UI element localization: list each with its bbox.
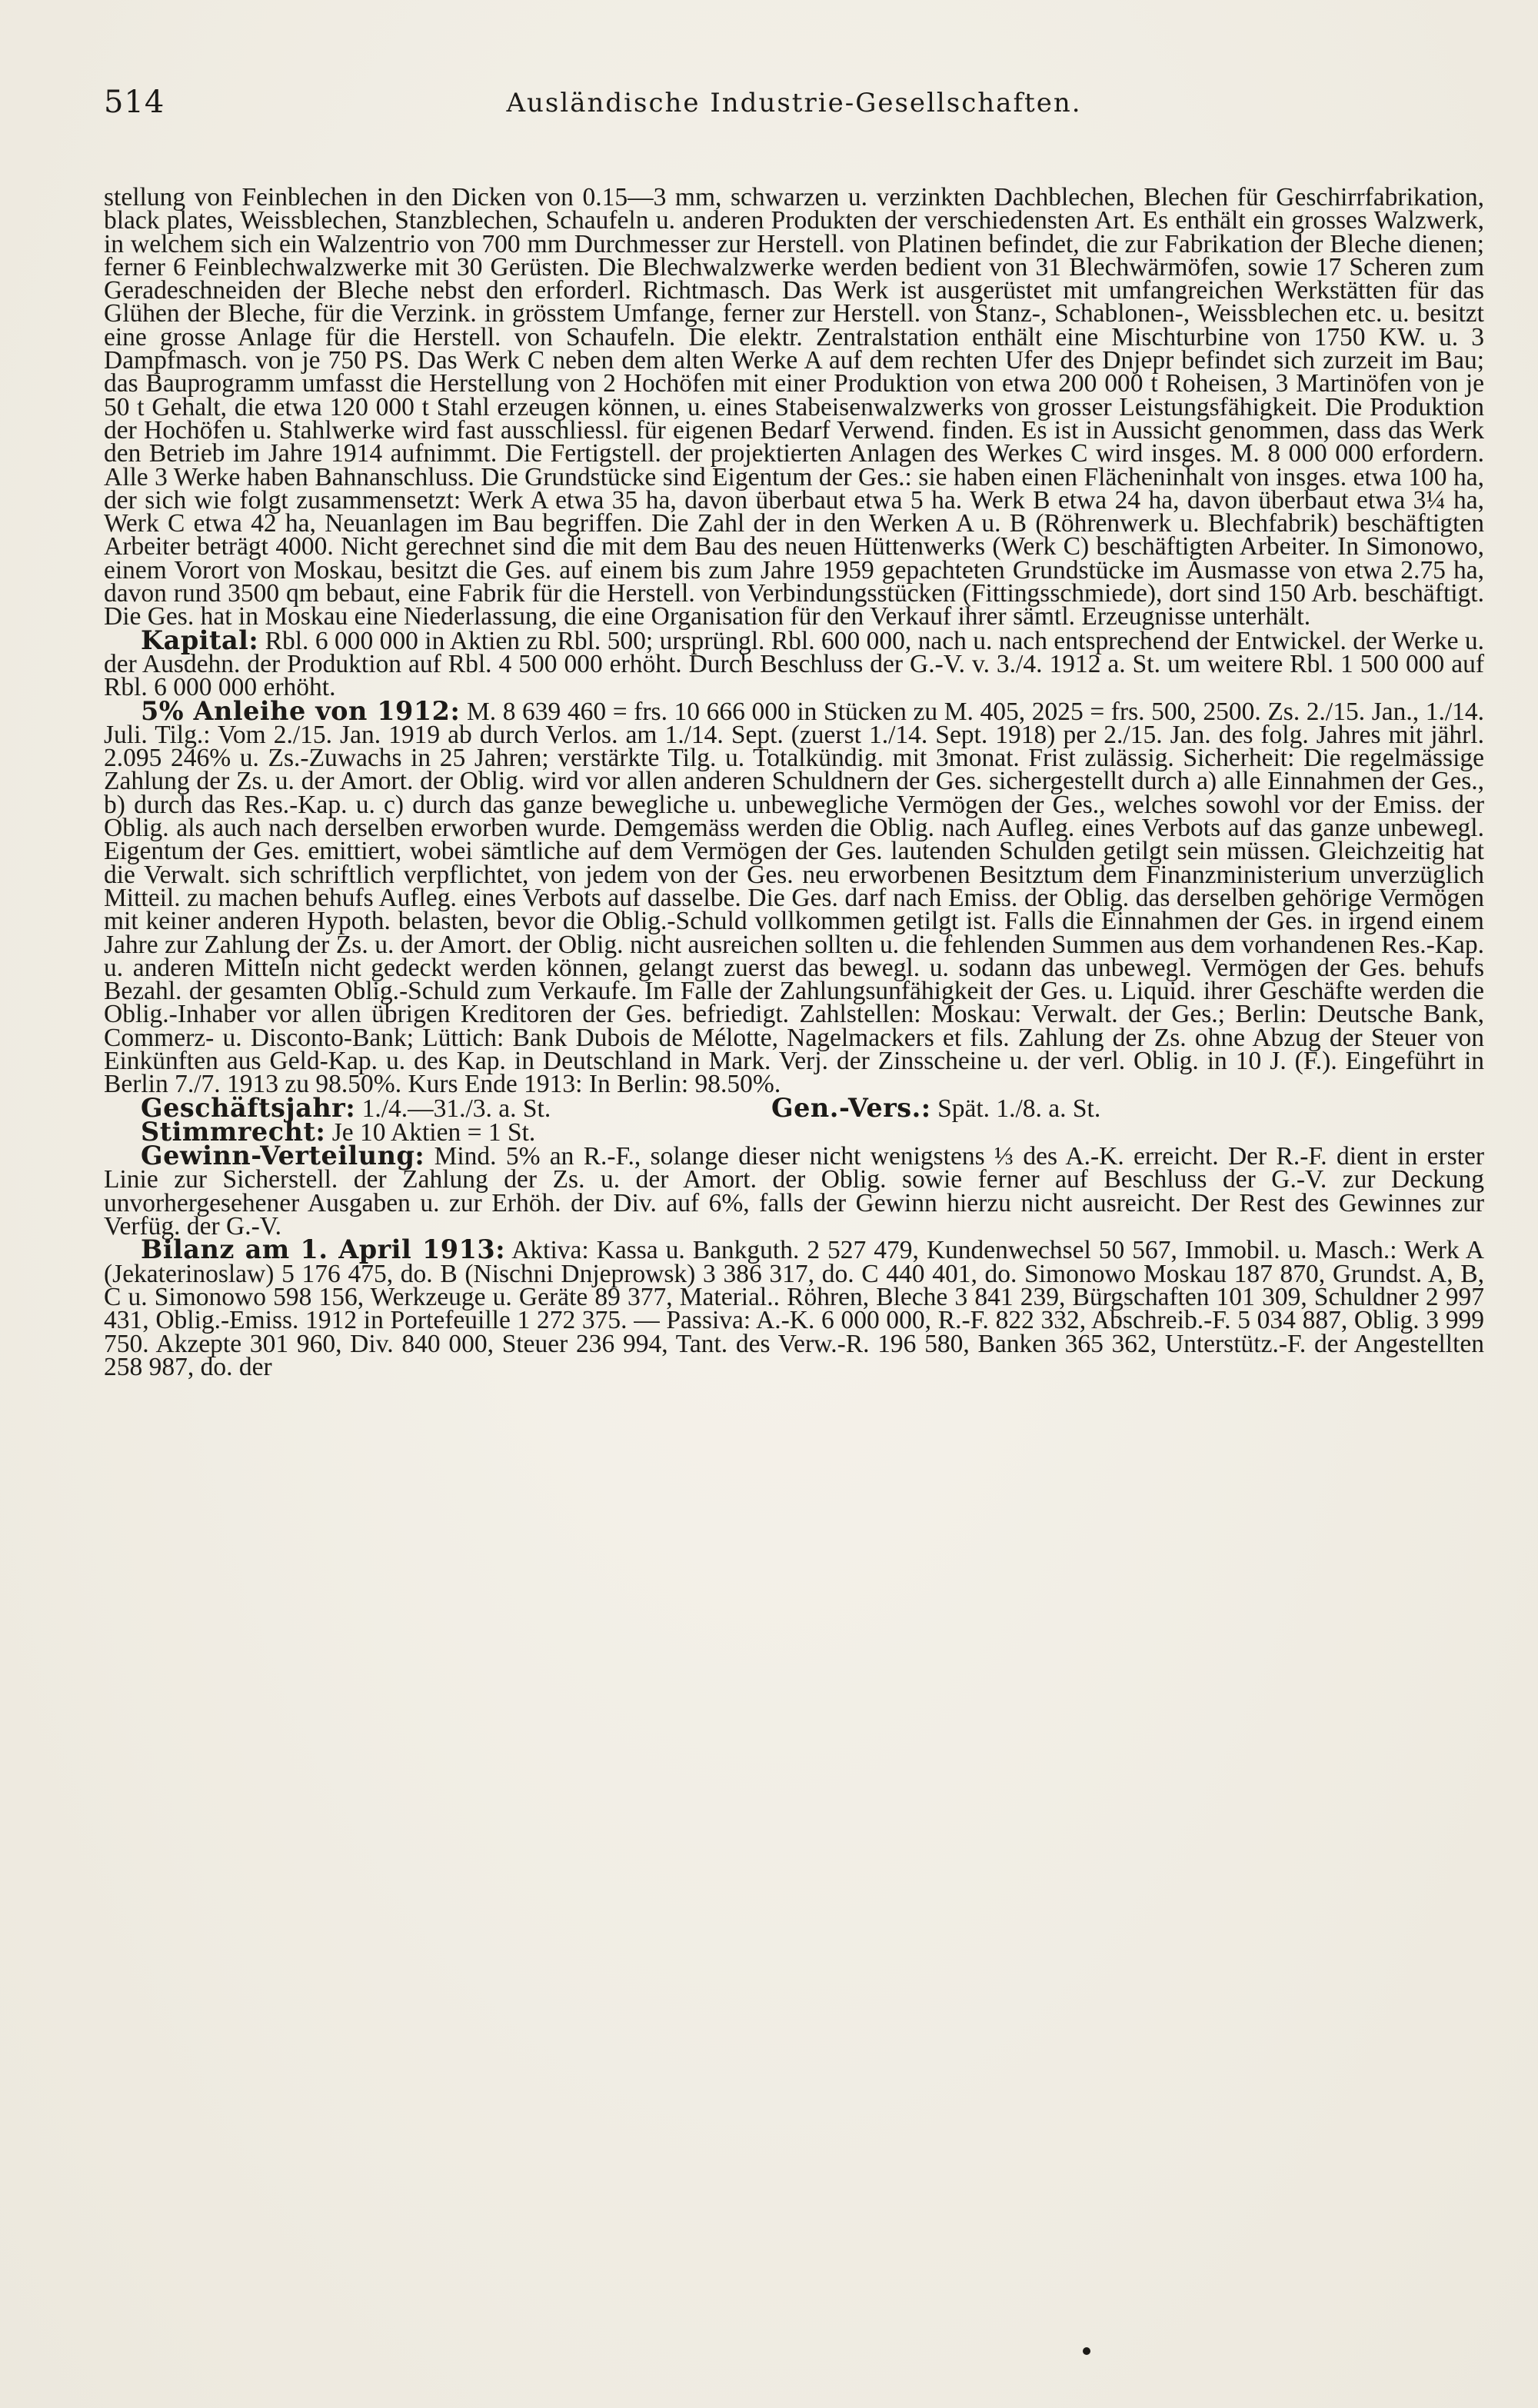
- stimmrecht-label: Stimmrecht:: [141, 1116, 326, 1147]
- body-text: [104, 183, 1485, 1381]
- print-mark-dot: [1083, 2347, 1090, 2355]
- running-head: [104, 85, 1484, 138]
- bilanz-paragraph: [104, 1234, 1484, 1381]
- kapital-label: Kapital:: [141, 624, 259, 655]
- geschaeftsjahr-label: Geschäftsjahr:: [141, 1092, 356, 1123]
- gewinn-label: Gewinn-Verteilung:: [141, 1141, 425, 1171]
- bilanz-label: Bilanz am 1. April 1913:: [141, 1234, 506, 1265]
- gen-vers-text: Spät. 1./8. a. St.: [930, 1094, 1101, 1123]
- anleihe-label: 5% Anleihe von 1912:: [141, 695, 461, 726]
- running-title: Ausländische Industrie-Gesellschaften.: [506, 88, 1082, 118]
- page-number: 514: [104, 85, 165, 120]
- gen-vers-entry: [734, 1092, 1101, 1123]
- intro-paragraph: [104, 183, 1484, 631]
- kapital-paragraph: [104, 624, 1484, 702]
- stimmrecht-text: Je 10 Aktien = 1 St.: [325, 1117, 536, 1147]
- geschaeftsjahr-text: 1./4.—31./3. a. St.: [355, 1094, 551, 1123]
- bilanz-text: Aktiva: Kassa u. Bankguth. 2 527 479, Kundenwechsel 50 567, Immobil. u. Masch.: Werk A (Jekaterinoslaw) 5 176 475, do. B (Nischni Dnjeprowsk) 3 386 317, do. C 440 401, do. Simonowo Moskau 187 870, Grundst. A, B, C u. Simonowo 598 156, Werkzeuge u. Geräte 89 377, Material.. Röhren, Bleche 3 841 239, Bürgschaften 101 309, Schuldner 2 997 431, Oblig.-Emiss. 1912 in Portefeuille 1 272 375. — Passiva: A.-K. 6 000 000, R.-F. 822 332, Abschreib.-F. 5 034 887, Oblig. 3 999 750. Akzepte 301 960, Div. 840 000, Steuer 236 994, Tant. des Verw.-R. 196 580, Banken 365 362, Unterstütz.-F. der Angestellten 258 987, do. der: [104, 1236, 1484, 1381]
- anleihe-paragraph: [104, 695, 1485, 1099]
- gen-vers-label: Gen.-Vers.:: [771, 1092, 931, 1123]
- kapital-text: Rbl. 6 000 000 in Aktien zu Rbl. 500; ursprüngl. Rbl. 600 000, nach u. nach entsprechend der Entwickel. der Werke u. der Ausdehn. der Produktion auf Rbl. 4 500 000 erhöht. Durch Beschluss der G.-V. v. 3./4. 1912 a. St. um weitere Rbl. 1 500 000 auf Rbl. 6 000 000 erhöht.: [104, 626, 1484, 702]
- gewinn-paragraph: [104, 1141, 1484, 1241]
- anleihe-text: M. 8 639 460 = frs. 10 666 000 in Stücken zu M. 405, 2025 = frs. 500, 2500. Zs. 2./15. Jan., 1./14. Juli. Tilg.: Vom 2./15. Jan. 1919 ab durch Verlos. am 1./14. Sept. (zuerst 1./14. Sept. 1918) per 2./15. Jan. des folg. Jahres mit jährl. 2.095 246% u. Zs.-Zuwachs in 25 Jahren; verstärkte Tilg. u. Totalkündig. mit 3monat. Frist zulässig. Sicherheit: Die regelmässige Zahlung der Zs. u. der Amort. der Oblig. wird vor allen anderen Schuldnern der Ges. sichergestellt durch a) alle Einnahmen der Ges., b) durch das Res.-Kap. u. c) durch das ganze bewegliche u. unbewegliche Vermögen der Ges., welches sowohl vor der Emiss. der Oblig. als auch nach derselben erworben wurde. Demgemäss werden die Oblig. nach Aufleg. eines Verbots auf das ganze unbewegl. Eigentum der Ges. emittiert, wobei sämtliche auf dem Vermögen der Ges. lautenden Schulden getilgt sein müssen. Gleichzeitig hat die Verwalt. sich schriftlich verpflichtet, von jedem von der Ges. neu erworbenen Besitztum dem Finanzministerium unverzüglich Mitteil. zu machen behufs Aufleg. eines Verbots auf dasselbe. Die Ges. darf nach Emiss. der Oblig. das derselben gehörige Vermögen mit keiner anderen Hypoth. belasten, bevor die Oblig.-Schuld vollkommen getilgt ist. Falls die Einnahmen der Ges. in irgend einem Jahre zur Zahlung der Zs. u. der Amort. der Oblig. nicht ausreichen sollten u. die fehlenden Summen aus dem vorhandenen Res.-Kap. u. anderen Mitteln nicht gedeckt werden können, gelangt zuerst das bewegl. u. sodann das unbewegl. Vermögen der Ges. behufs Bezahl. der gesamten Oblig.-Schuld zum Verkaufe. Im Falle der Zahlungsunfähigkeit der Ges. u. Liquid. ihrer Geschäfte werden die Oblig.-Inhaber vor allen übrigen Kreditoren der Ges. befriedigt. Zahlstellen: Moskau: Verwalt. der Ges.; Berlin: Deutsche Bank, Commerz- u. Disconto-Bank; Lüttich: Bank Dubois de Mélotte, Nagelmackers et fils. Zahlung der Zs. ohne Abzug der Steuer von Einkünften aus Geld-Kap. u. des Kap. in Deutschland in Mark. Verj. der Zinsscheine u. der verl. Oblig. in 10 J. (F.). Eingeführt in Berlin 7./7. 1913 zu 98.50%. Kurs Ende 1913: In Berlin: 98.50%.: [104, 697, 1485, 1099]
- intro-text: stellung von Feinblechen in den Dicken von 0.15—3 mm, schwarzen u. verzinkten Dachblechen, Blechen für Geschirrfabrikation, black plates, Weissblechen, Stanzblechen, Schaufeln u. anderen Produkten der verschiedensten Art. Es enthält ein grosses Walzwerk, in welchem sich ein Walzentrio von 700 mm Durchmesser zur Herstell. von Platinen befindet, die zur Fabrikation der Bleche dienen; ferner 6 Feinblechwalzwerke mit 30 Gerüsten. Die Blechwalzwerke werden bedient von 31 Blechwärmöfen, sowie 17 Scheren zum Geradeschneiden der Bleche nebst den erforderl. Richtmasch. Das Werk ist ausgerüstet mit umfangreichen Werkstätten für das Glühen der Bleche, für die Verzink. in grösstem Umfange, ferner zur Herstell. von Stanz-, Schablonen-, Weissblechen etc. u. besitzt eine grosse Anlage für die Herstell. von Schaufeln. Die elektr. Zentralstation enthält eine Mischturbine von 1750 KW. u. 3 Dampfmasch. von je 750 PS. Das Werk C neben dem alten Werke A auf dem rechten Ufer des Dnjepr befindet sich zurzeit im Bau; das Bauprogramm umfasst die Herstellung von 2 Hochöfen mit einer Produktion von etwa 200 000 t Roheisen, 3 Martinöfen von je 50 t Gehalt, die etwa 120 000 t Stahl erzeugen können, u. eines Stabeisenwalzwerks von grosser Leistungsfähigkeit. Die Produktion der Hochöfen u. Stahlwerke wird fast ausschliessl. für eigenen Bedarf Verwend. finden. Es ist in Aussicht genommen, dass das Werk den Betrieb im Jahre 1914 aufnimmt. Die Fertigstell. der projektierten Anlagen des Werkes C wird insges. M. 8 000 000 erfordern. Alle 3 Werke haben Bahnanschluss. Die Grundstücke sind Eigentum der Ges.: sie haben einen Flächeninhalt von insges. etwa 100 ha, der sich wie folgt zusammensetzt: Werk A etwa 35 ha, davon überbaut etwa 5 ha. Werk B etwa 24 ha, davon überbaut etwa 3¼ ha, Werk C etwa 42 ha, Neuanlagen im Bau begriffen. Die Zahl der in den Werken A u. B (Röhrenwerk u. Blechfabrik) beschäftigten Arbeiter beträgt 4000. Nicht gerechnet sind die mit dem Bau des neuen Hüttenwerks (Werk C) beschäftigten Arbeiter. In Simonowo, einem Vorort von Moskau, besitzt die Ges. auf einem bis zum Jahre 1959 gepachteten Grundstücke im Ausmasse von etwa 2.75 ha, davon rund 3500 qm bebaut, eine Fabrik für die Herstell. von Verbindungsstücken (Fittingsschmiede), dort sind 150 Arb. beschäftigt. Die Ges. hat in Moskau eine Niederlassung, die eine Organisation für den Verkauf ihrer sämtl. Erzeugnisse unterhält.: [104, 183, 1484, 631]
- gewinn-text: Mind. 5% an R.-F., solange dieser nicht wenigstens ⅓ des A.-K. erreicht. Der R.-F. dient in erster Linie zur Sicherstell. der Zahlung der Zs. u. der Amort. der Oblig. sowie ferner auf Beschluss der G.-V. zur Deckung unvorhergesehener Ausgaben u. zur Erhöh. der Div. auf 6%, falls der Gewinn hierzu nicht ausreicht. Der Rest des Gewinnes zur Verfüg. der G.-V.: [104, 1142, 1484, 1241]
